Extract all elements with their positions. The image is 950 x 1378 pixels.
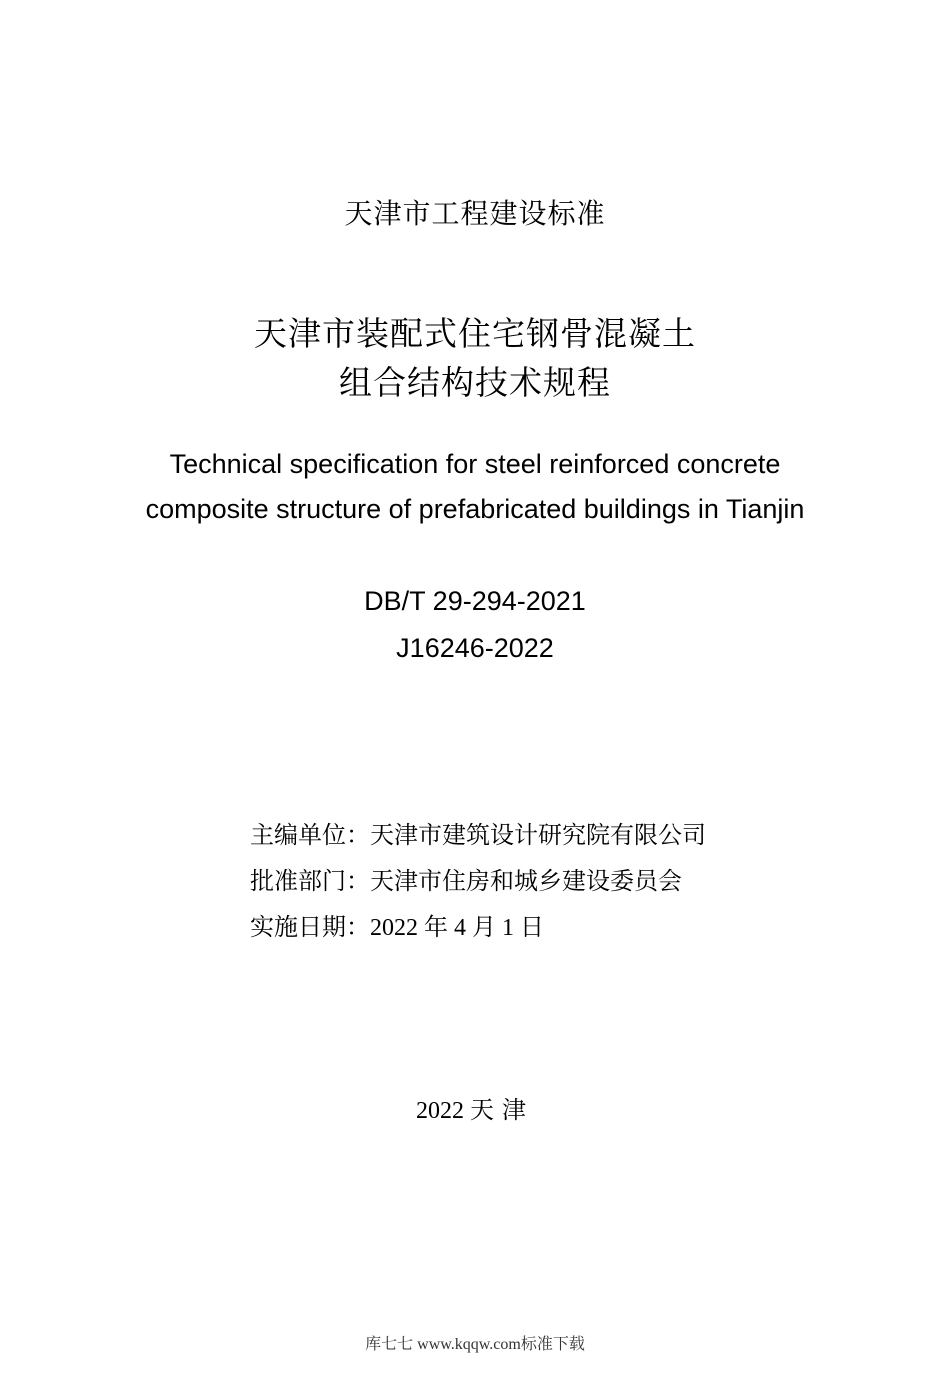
document-title-line-2: 组合结构技术规程 [339, 363, 611, 402]
editor-organization: 主编单位：天津市建筑设计研究院有限公司 [250, 823, 706, 849]
publication-year: 2022 [416, 1098, 464, 1124]
standard-series-heading: 天津市工程建设标准 [344, 197, 606, 230]
english-title-line-2: composite structure of prefabricated buildings in Tianjin [145, 494, 805, 524]
footer-watermark: 库七七 www.kqqw.com标准下载 [365, 1336, 585, 1353]
record-number: J16246-2022 [396, 633, 554, 663]
approving-department: 批准部门：天津市住房和城乡建设委员会 [250, 869, 682, 895]
document-title-line-1: 天津市装配式住宅钢骨混凝土 [254, 314, 696, 353]
standard-number: DB/T 29-294-2021 [364, 586, 586, 616]
publication-imprint [0, 1090, 950, 1125]
english-title-line-1: Technical specification for steel reinforced concrete [169, 449, 781, 479]
effective-date: 实施日期：2022 年 4 月 1 日 [250, 915, 544, 941]
publication-place: 天津 [470, 1098, 534, 1124]
